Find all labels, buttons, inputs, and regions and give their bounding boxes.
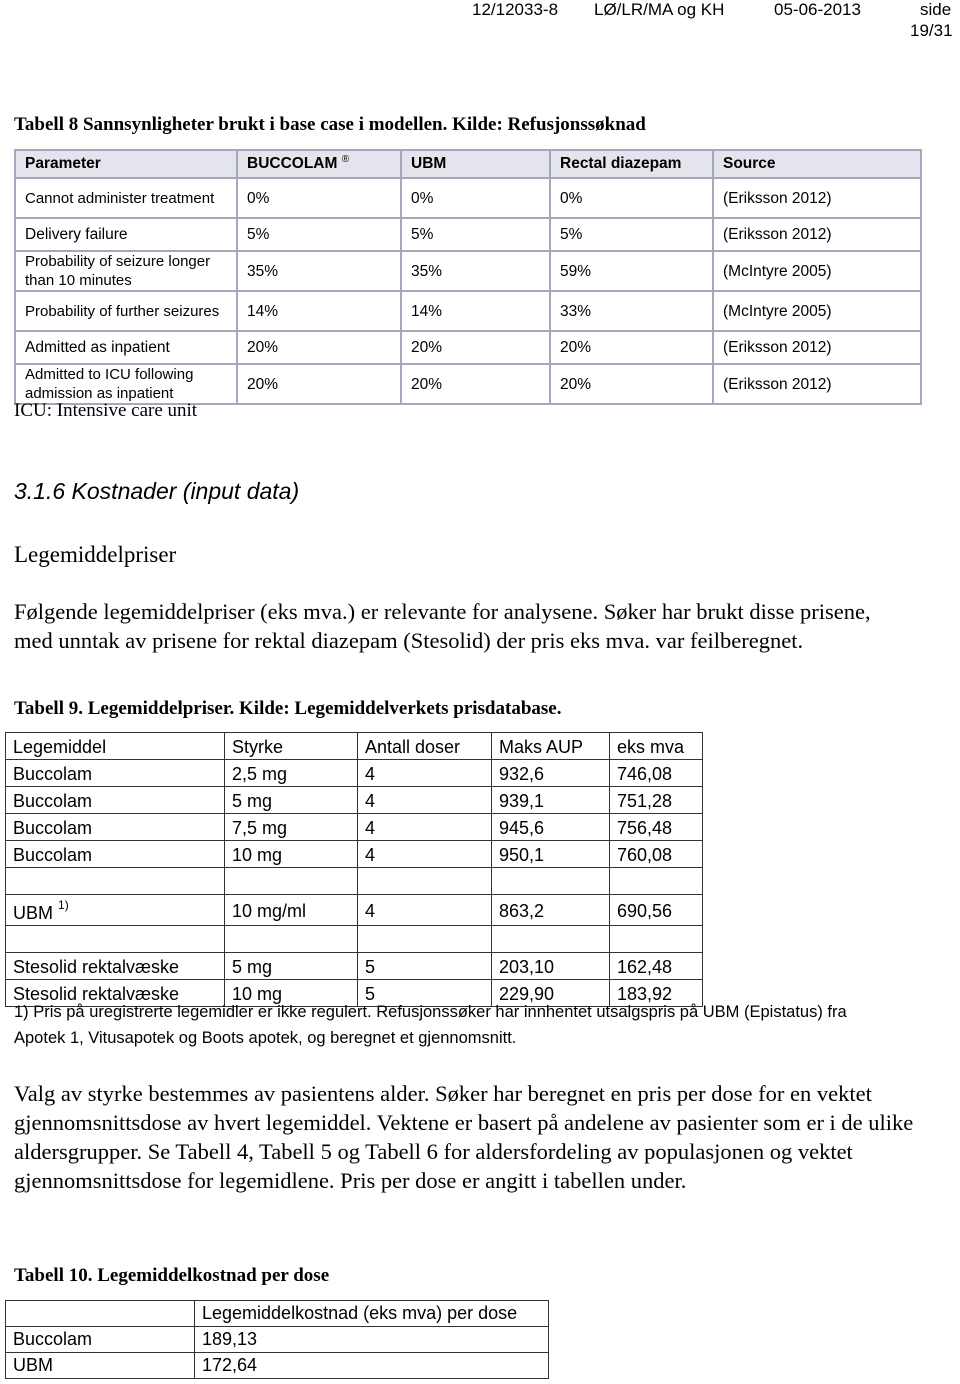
cell-drug: Buccolam xyxy=(6,760,225,787)
header-rectal-diazepam: Rectal diazepam xyxy=(550,150,713,178)
table8-caption: Tabell 8 Sannsynligheter brukt i base case i modellen. Kilde: Refusjonssøknad xyxy=(14,114,646,135)
cell-buccolam: 0% xyxy=(237,178,401,218)
empty-cell xyxy=(610,868,703,895)
cell-cost: 172,64 xyxy=(195,1353,549,1379)
table-header-row xyxy=(15,150,921,178)
header-cost-per-dose: Legemiddelkostnad (eks mva) per dose xyxy=(195,1301,549,1327)
table10-caption: Tabell 10. Legemiddelkostnad per dose xyxy=(14,1265,330,1286)
cell-doses: 4 xyxy=(358,814,492,841)
drug-price-table xyxy=(5,732,703,1007)
header-empty xyxy=(6,1301,195,1327)
table9-caption: Tabell 9. Legemiddelpriser. Kilde: Legemiddelverkets prisdatabase. xyxy=(14,698,562,719)
table-row xyxy=(6,760,703,787)
header-parameter: Parameter xyxy=(15,150,237,178)
empty-cell xyxy=(492,926,610,953)
cell-rectal: 0% xyxy=(550,178,713,218)
cell-rectal: 5% xyxy=(550,218,713,251)
cell-source: (McIntyre 2005) xyxy=(713,291,921,331)
cost-per-dose-table xyxy=(5,1300,549,1379)
header-eks-mva: eks mva xyxy=(610,733,703,760)
table-header-row xyxy=(6,1301,549,1327)
cell-drug xyxy=(6,895,225,926)
cell-drug: UBM xyxy=(6,1353,195,1379)
cell-ubm: 14% xyxy=(401,291,550,331)
cell-ubm: 20% xyxy=(401,364,550,404)
cell-buccolam: 5% xyxy=(237,218,401,251)
cell-strength: 2,5 mg xyxy=(225,760,358,787)
header-buccolam-label: BUCCOLAM xyxy=(247,155,338,173)
cell-parameter: Admitted to ICU following admission as inpatient xyxy=(15,364,237,404)
cell-ubm: 35% xyxy=(401,251,550,291)
empty-cell xyxy=(6,926,225,953)
cell-max-aup: 939,1 xyxy=(492,787,610,814)
cell-max-aup: 229,90 xyxy=(492,980,610,1007)
cell-strength: 10 mg/ml xyxy=(225,895,358,926)
cell-ex-vat: 690,56 xyxy=(610,895,703,926)
page-number: 19/31 xyxy=(910,21,953,40)
cell-ubm: 0% xyxy=(401,178,550,218)
header-legemiddel: Legemiddel xyxy=(6,733,225,760)
table-row xyxy=(15,291,921,331)
cell-source: (Eriksson 2012) xyxy=(713,218,921,251)
header-styrke: Styrke xyxy=(225,733,358,760)
cell-max-aup: 945,6 xyxy=(492,814,610,841)
cell-max-aup: 932,6 xyxy=(492,760,610,787)
cell-drug: Buccolam xyxy=(6,814,225,841)
cell-strength: 5 mg xyxy=(225,787,358,814)
cell-parameter: Probability of further seizures xyxy=(15,291,237,331)
empty-cell xyxy=(225,868,358,895)
cell-drug: Stesolid rektalvæske xyxy=(6,953,225,980)
cell-max-aup: 863,2 xyxy=(492,895,610,926)
cell-doses: 4 xyxy=(358,841,492,868)
header-source: Source xyxy=(713,150,921,178)
initials: LØ/LR/MA og KH xyxy=(594,0,725,19)
cell-ex-vat: 756,48 xyxy=(610,814,703,841)
cell-ubm: 5% xyxy=(401,218,550,251)
cell-ubm: 20% xyxy=(401,331,550,364)
cell-doses: 4 xyxy=(358,760,492,787)
cell-rectal: 20% xyxy=(550,331,713,364)
cell-doses: 5 xyxy=(358,953,492,980)
section-heading: 3.1.6 Kostnader (input data) xyxy=(14,478,300,504)
table-row xyxy=(6,841,703,868)
footnote-mark: 1) xyxy=(58,898,69,912)
cell-max-aup: 203,10 xyxy=(492,953,610,980)
table-row xyxy=(15,331,921,364)
table-row xyxy=(6,953,703,980)
cell-buccolam: 20% xyxy=(237,331,401,364)
cell-parameter: Probability of seizure longer than 10 minutes xyxy=(15,251,237,291)
empty-cell xyxy=(358,926,492,953)
cell-drug: Buccolam xyxy=(6,841,225,868)
page-header xyxy=(472,0,958,44)
empty-cell xyxy=(610,926,703,953)
cell-buccolam: 14% xyxy=(237,291,401,331)
header-maks-aup: Maks AUP xyxy=(492,733,610,760)
table-row xyxy=(15,178,921,218)
cell-rectal: 20% xyxy=(550,364,713,404)
cell-buccolam: 20% xyxy=(237,364,401,404)
cell-source: (Eriksson 2012) xyxy=(713,331,921,364)
cell-drug: Stesolid rektalvæske xyxy=(6,980,225,1007)
table-row xyxy=(15,218,921,251)
table-header-row xyxy=(6,733,703,760)
table-row xyxy=(6,1327,549,1353)
cell-cost: 189,13 xyxy=(195,1327,549,1353)
cell-buccolam: 35% xyxy=(237,251,401,291)
probability-table xyxy=(14,149,922,405)
cell-source: (McIntyre 2005) xyxy=(713,251,921,291)
cell-drug: Buccolam xyxy=(6,1327,195,1353)
header-buccolam xyxy=(237,150,401,178)
cell-doses: 5 xyxy=(358,980,492,1007)
cell-doses: 4 xyxy=(358,895,492,926)
blank-row xyxy=(6,868,703,895)
table-row xyxy=(6,1353,549,1379)
cell-rectal: 33% xyxy=(550,291,713,331)
subheading: Legemiddelpriser xyxy=(14,542,177,567)
cell-ex-vat: 162,48 xyxy=(610,953,703,980)
cell-ex-vat: 760,08 xyxy=(610,841,703,868)
empty-cell xyxy=(6,868,225,895)
side-label: side xyxy=(920,0,952,19)
empty-cell xyxy=(358,868,492,895)
table8-footnote: ICU: Intensive care unit xyxy=(14,400,198,421)
header-ubm: UBM xyxy=(401,150,550,178)
cell-drug: Buccolam xyxy=(6,787,225,814)
cell-ex-vat: 751,28 xyxy=(610,787,703,814)
table-row xyxy=(6,787,703,814)
case-number: 12/12033-8 xyxy=(472,0,559,19)
registered-mark: ® xyxy=(341,154,350,166)
cell-max-aup: 950,1 xyxy=(492,841,610,868)
table9-footnote: 1) Pris på uregistrerte legemidler er ikke regulert. Refusjonssøker har innhentet utsalgspris på UBM (Epistatus) fra Apotek 1, Vitusapotek og Boots apotek, og beregnet et gjennomsnitt. xyxy=(14,1003,847,1047)
cell-source: (Eriksson 2012) xyxy=(713,178,921,218)
cell-ex-vat: 746,08 xyxy=(610,760,703,787)
document-date: 05-06-2013 xyxy=(774,0,861,19)
paragraph-dose-weighting: Valg av styrke bestemmes av pasientens alder. Søker har beregnet en pris per dose for en vektet gjennomsnittsdose av hvert legemiddel. Vektene er basert på andelene av pasienter som er i de ulike aldersgrupper. Se Tabell 4, Tabell 5 og Tabell 6 for aldersfordeling av populasjonen og vektet gjennomsnittsdose for legemidlene. Pris per dose er angitt i tabellen under. xyxy=(14,1081,914,1193)
table-row xyxy=(6,814,703,841)
paragraph-prices: Følgende legemiddelpriser (eks mva.) er relevante for analysene. Søker har brukt disse prisene, med unntak av prisene for rektal diazepam (Stesolid) der pris eks mva. var feilberegnet. xyxy=(14,599,871,653)
cell-strength: 10 mg xyxy=(225,980,358,1007)
cell-source: (Eriksson 2012) xyxy=(713,364,921,404)
cell-parameter: Admitted as inpatient xyxy=(15,331,237,364)
table-row xyxy=(15,251,921,291)
cell-doses: 4 xyxy=(358,787,492,814)
cell-parameter: Cannot administer treatment xyxy=(15,178,237,218)
empty-cell xyxy=(225,926,358,953)
cell-strength: 10 mg xyxy=(225,841,358,868)
cell-ex-vat: 183,92 xyxy=(610,980,703,1007)
cell-strength: 5 mg xyxy=(225,953,358,980)
cell-drug-label: UBM xyxy=(13,903,53,923)
empty-cell xyxy=(492,868,610,895)
blank-row xyxy=(6,926,703,953)
table-row xyxy=(6,895,703,926)
header-antall-doser: Antall doser xyxy=(358,733,492,760)
cell-strength: 7,5 mg xyxy=(225,814,358,841)
cell-rectal: 59% xyxy=(550,251,713,291)
cell-parameter: Delivery failure xyxy=(15,218,237,251)
table-row xyxy=(15,364,921,404)
